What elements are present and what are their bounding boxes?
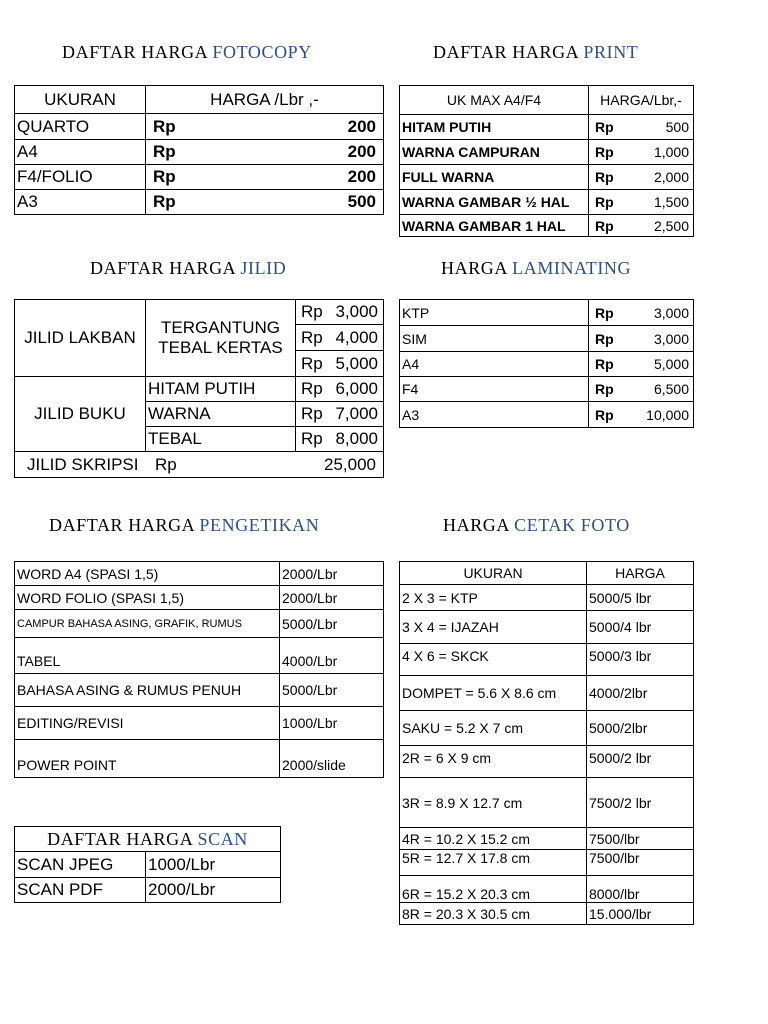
item-cell: POWER POINT [15, 740, 280, 778]
jilid-table [14, 299, 384, 478]
item-cell: HITAM PUTIH [146, 377, 296, 402]
price-cell: 5000/5 lbr [587, 585, 694, 611]
table-row [15, 674, 384, 707]
size-cell: 4 X 6 = SKCK [400, 644, 587, 676]
size-cell: QUARTO [15, 114, 146, 140]
table-row [400, 746, 694, 778]
scan-title [15, 827, 281, 852]
price: 8,000 [335, 429, 378, 448]
item-cell: WARNA [146, 402, 296, 427]
price-cell [589, 300, 694, 326]
currency: Rp [301, 302, 323, 321]
table-row [400, 676, 694, 711]
table-row [400, 585, 694, 611]
header-harga: HARGA/Lbr,- [589, 86, 694, 115]
item-cell: EDITING/REVISI [15, 707, 280, 740]
currency: Rp [595, 304, 614, 321]
price-cell: 1000/Lbr [146, 852, 281, 878]
price: 2,500 [653, 217, 689, 234]
table-header-row [400, 86, 694, 115]
header-ukuran: UKURAN [15, 86, 146, 114]
price: 200 [347, 116, 376, 136]
item-cell: BAHASA ASING & RUMUS PENUH [15, 674, 280, 707]
price-cell [589, 190, 694, 215]
item-cell: TABEL [15, 638, 280, 674]
laminating-title-accent: LAMINATING [512, 258, 632, 278]
table-row [15, 452, 384, 478]
size-cell: 2R = 6 X 9 cm [400, 746, 587, 778]
size-cell: 3R = 8.9 X 12.7 cm [400, 778, 587, 828]
cetak-foto-table [399, 561, 694, 925]
table-row [400, 850, 694, 876]
jilid-lakban-label: JILID LAKBAN [15, 300, 146, 377]
table-row [15, 140, 384, 165]
cetak-foto-title-accent: CETAK FOTO [514, 515, 630, 535]
size-cell: 5R = 12.7 X 17.8 cm [400, 850, 587, 876]
currency: Rp [153, 192, 176, 211]
price-cell [146, 165, 384, 190]
size-cell: DOMPET = 5.6 X 8.6 cm [400, 676, 587, 711]
laminating-table [399, 299, 694, 428]
table-row [400, 611, 694, 644]
item-cell: A3 [400, 402, 589, 428]
table-row [400, 828, 694, 850]
price: 7,000 [335, 404, 378, 423]
table-row [15, 377, 384, 402]
price: 500 [347, 192, 376, 211]
item-cell: FULL WARNA [400, 165, 589, 190]
table-row [400, 778, 694, 828]
price: 10,000 [646, 406, 689, 423]
laminating-title-prefix: HARGA [441, 258, 508, 278]
price-cell [589, 326, 694, 352]
pengetikan-title [49, 515, 319, 536]
header-harga: HARGA [587, 562, 694, 585]
price: 5,000 [653, 356, 689, 372]
item-cell: SCAN JPEG [15, 852, 146, 878]
table-row [400, 326, 694, 352]
price-cell: 7500/lbr [587, 850, 694, 876]
table-row [400, 644, 694, 676]
price: 1,000 [653, 144, 689, 160]
currency: Rp [301, 327, 323, 347]
table-row [15, 586, 384, 610]
item-cell: WARNA CAMPURAN [400, 140, 589, 165]
item-cell: KTP [400, 300, 589, 326]
price-cell: 4000/Lbr [280, 638, 384, 674]
table-row [400, 876, 694, 903]
table-header-row [15, 86, 384, 114]
item-cell: WARNA GAMBAR 1 HAL [400, 215, 589, 237]
price-cell [589, 140, 694, 165]
price-cell: 15.000/lbr [587, 903, 694, 925]
price-cell [146, 140, 384, 165]
table-row [15, 165, 384, 190]
size-cell: A3 [15, 190, 146, 215]
item-cell: TEBAL [146, 427, 296, 452]
currency: Rp [153, 142, 176, 161]
table-row [15, 638, 384, 674]
table-row [400, 300, 694, 326]
item-cell: SIM [400, 326, 589, 352]
price: 2,000 [653, 169, 689, 185]
fotocopy-table [14, 85, 384, 215]
price-cell [296, 300, 384, 325]
price: 1,500 [653, 194, 689, 210]
price-cell: 7500/lbr [587, 828, 694, 850]
table-row [400, 377, 694, 402]
currency: Rp [595, 194, 614, 210]
item-cell: SCAN PDF [15, 878, 146, 903]
jilid-buku-label: JILID BUKU [15, 377, 146, 452]
price-cell [146, 190, 384, 215]
size-cell: 8R = 20.3 X 30.5 cm [400, 903, 587, 925]
print-title-prefix: DAFTAR HARGA [433, 42, 579, 62]
table-row [15, 707, 384, 740]
cetak-foto-title [443, 515, 630, 536]
pengetikan-title-prefix: DAFTAR HARGA [49, 515, 195, 535]
price: 4,000 [335, 327, 378, 347]
price-cell [589, 115, 694, 140]
table-row [400, 190, 694, 215]
price-cell: 2000/Lbr [280, 562, 384, 586]
price-cell [296, 325, 384, 351]
cetak-foto-title-prefix: HARGA [443, 515, 510, 535]
jilid-title-accent: JILID [240, 258, 287, 278]
size-cell: A4 [15, 140, 146, 165]
jilid-lakban-note: TERGANTUNG TEBAL KERTAS [146, 300, 296, 377]
header-uk-max: UK MAX A4/F4 [400, 86, 589, 115]
price-cell [296, 377, 384, 402]
price-cell: 2000/Lbr [280, 586, 384, 610]
fotocopy-title-accent: FOTOCOPY [212, 42, 312, 62]
item-cell: WORD FOLIO (SPASI 1,5) [15, 586, 280, 610]
price: 3,000 [653, 330, 689, 347]
price: 6,000 [335, 379, 378, 398]
table-row [400, 903, 694, 925]
currency: Rp [153, 167, 176, 186]
price-cell [296, 402, 384, 427]
price: 200 [347, 142, 376, 161]
price: 200 [347, 167, 376, 186]
size-cell: 4R = 10.2 X 15.2 cm [400, 828, 587, 850]
price-cell: 5000/4 lbr [587, 611, 694, 644]
table-row [15, 740, 384, 778]
table-row [400, 402, 694, 428]
table-row [15, 878, 281, 903]
price-cell: 7500/2 lbr [587, 778, 694, 828]
price-cell: 5000/2lbr [587, 711, 694, 746]
fotocopy-title-prefix: DAFTAR HARGA [62, 42, 208, 62]
currency: Rp [595, 119, 614, 135]
table-row [400, 140, 694, 165]
table-row [400, 115, 694, 140]
table-row [400, 711, 694, 746]
currency: Rp [595, 144, 614, 160]
item-cell: F4 [400, 377, 589, 402]
currency: Rp [595, 406, 614, 423]
price-cell: 5000/2 lbr [587, 746, 694, 778]
price-cell: 5000/3 lbr [587, 644, 694, 676]
currency: Rp [153, 116, 176, 136]
item-cell: A4 [400, 352, 589, 377]
price-cell [589, 352, 694, 377]
scan-title-accent: SCAN [197, 828, 248, 849]
currency: Rp [595, 356, 614, 372]
price: 3,000 [335, 302, 378, 321]
currency: Rp [301, 404, 323, 423]
currency: Rp [301, 379, 323, 398]
currency: Rp [595, 330, 614, 347]
size-cell: 6R = 15.2 X 20.3 cm [400, 876, 587, 903]
table-row [15, 190, 384, 215]
size-cell: SAKU = 5.2 X 7 cm [400, 711, 587, 746]
price-cell [146, 114, 384, 140]
size-cell: 3 X 4 = IJAZAH [400, 611, 587, 644]
price-cell [296, 427, 384, 452]
price-cell: 5000/Lbr [280, 610, 384, 638]
price: 500 [665, 119, 689, 135]
price-cell: 2000/Lbr [146, 878, 281, 903]
laminating-title [441, 258, 631, 279]
table-row [400, 215, 694, 237]
header-harga: HARGA /Lbr ,- [146, 86, 384, 114]
table-row [15, 610, 384, 638]
table-row [15, 300, 384, 325]
header-ukuran: UKURAN [400, 562, 587, 585]
price-cell [296, 351, 384, 377]
fotocopy-title [62, 42, 312, 63]
print-title [433, 42, 638, 63]
pengetikan-table [14, 561, 384, 778]
price-cell: 4000/2lbr [587, 676, 694, 711]
table-row [15, 562, 384, 586]
table-row [15, 852, 281, 878]
print-title-accent: PRINT [583, 42, 639, 62]
size-cell: F4/FOLIO [15, 165, 146, 190]
price: 6,500 [653, 381, 689, 397]
item-cell: HITAM PUTIH [400, 115, 589, 140]
currency: Rp [595, 381, 614, 397]
table-row [400, 352, 694, 377]
price-cell: 2000/slide [280, 740, 384, 778]
price: 25,000 [324, 454, 376, 474]
price-cell [589, 377, 694, 402]
scan-title-row [15, 827, 281, 852]
currency: Rp [595, 217, 614, 234]
size-cell: 2 X 3 = KTP [400, 585, 587, 611]
price-cell: 8000/lbr [587, 876, 694, 903]
scan-title-prefix: DAFTAR HARGA [47, 828, 193, 849]
scan-table [14, 826, 281, 903]
price-cell [589, 402, 694, 428]
price-cell: 1000/Lbr [280, 707, 384, 740]
jilid-title [90, 258, 286, 279]
pengetikan-title-accent: PENGETIKAN [199, 515, 320, 535]
price: 5,000 [335, 353, 378, 373]
currency: Rp [155, 454, 177, 474]
price: 3,000 [653, 304, 689, 321]
price-cell [589, 215, 694, 237]
price-cell: 5000/Lbr [280, 674, 384, 707]
currency: Rp [301, 429, 323, 448]
item-cell: CAMPUR BAHASA ASING, GRAFIK, RUMUS [15, 610, 280, 638]
item-cell: WARNA GAMBAR ½ HAL [400, 190, 589, 215]
print-table [399, 85, 694, 237]
currency: Rp [595, 169, 614, 185]
currency: Rp [301, 353, 323, 373]
table-row [15, 114, 384, 140]
item-cell: WORD A4 (SPASI 1,5) [15, 562, 280, 586]
table-row [400, 165, 694, 190]
price-cell [589, 165, 694, 190]
table-header-row [400, 562, 694, 585]
jilid-title-prefix: DAFTAR HARGA [90, 258, 236, 278]
jilid-skripsi-label: JILID SKRIPSI [27, 454, 139, 474]
jilid-skripsi-cell [15, 452, 384, 478]
